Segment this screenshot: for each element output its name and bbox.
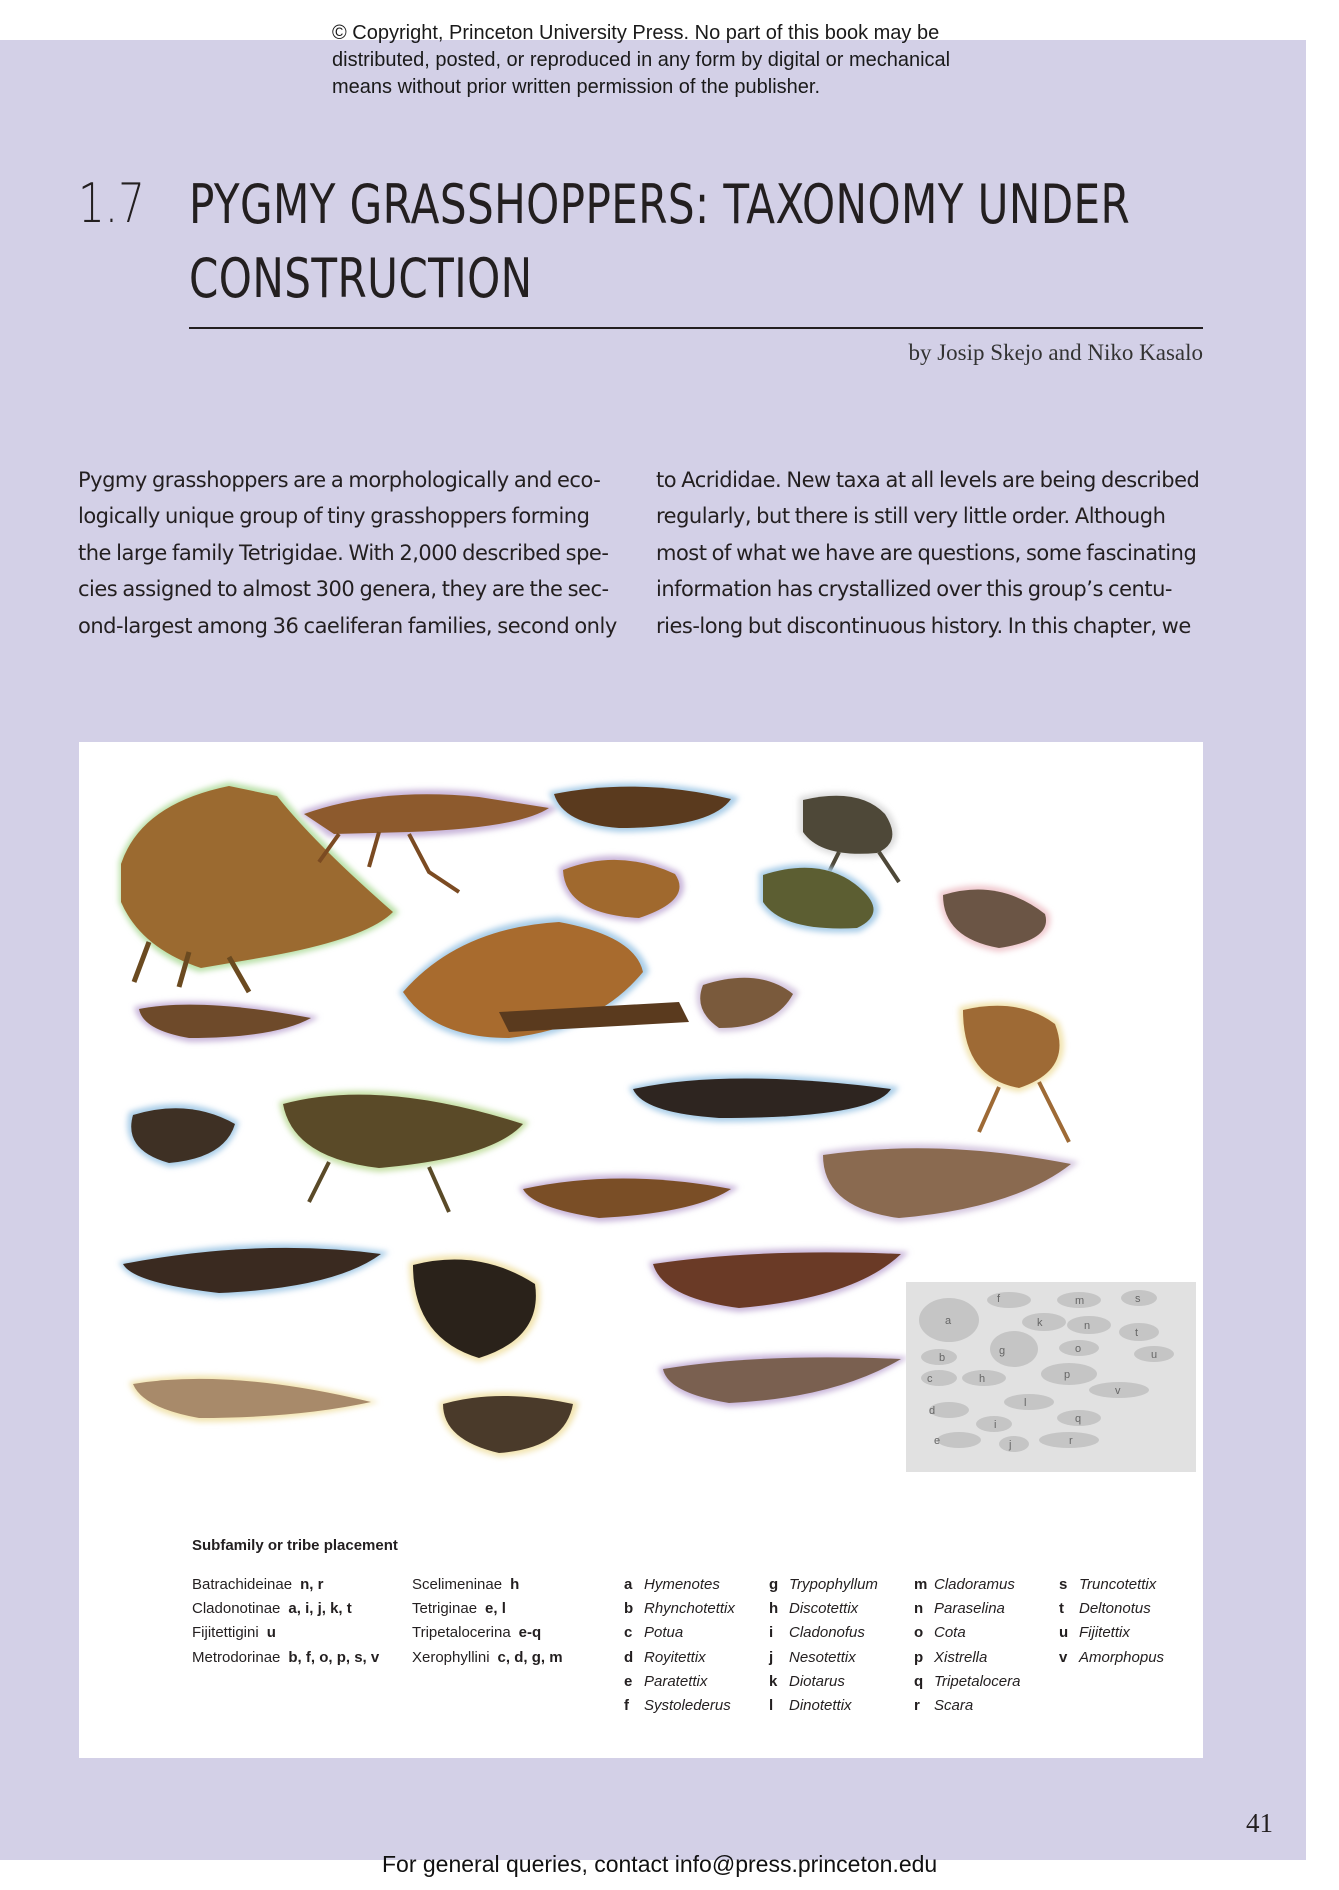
title-rule — [189, 327, 1203, 329]
specimen-scara-illustration — [409, 1255, 540, 1362]
placement-column-1 — [192, 1573, 379, 1670]
specimen-cladoramus-illustration — [279, 1091, 529, 1212]
body-line: logically unique group of tiny grasshoppers forming — [78, 504, 590, 529]
genus-row — [769, 1694, 878, 1718]
genus-letter: v — [1059, 1648, 1068, 1666]
specimen-key-panel — [906, 1282, 1196, 1472]
genus-name: Scara — [934, 1696, 974, 1714]
placement-row — [192, 1621, 379, 1645]
footer-contact: For general queries, contact info@press.princeton.edu — [382, 1851, 938, 1877]
genus-letter: b — [624, 1600, 634, 1618]
genus-name: Dinotettix — [789, 1696, 852, 1714]
genus-row — [1059, 1597, 1164, 1621]
genus-name: Diotarus — [789, 1672, 845, 1690]
key-letter: i — [994, 1419, 997, 1431]
copyright-line: © Copyright, Princeton University Press. No part of this book may be — [332, 22, 940, 44]
genus-row — [769, 1597, 878, 1621]
genus-row — [769, 1670, 878, 1694]
genus-row — [1059, 1573, 1164, 1597]
body-line: to Acrididae. New taxa at all levels are being described — [656, 468, 1200, 492]
genus-letter: h — [769, 1600, 779, 1618]
placement-row — [412, 1646, 563, 1670]
genus-letter: l — [769, 1696, 774, 1714]
key-letter: h — [979, 1373, 986, 1385]
genus-letter: m — [914, 1576, 928, 1593]
placement-name: Cladonotinae — [192, 1600, 281, 1618]
genus-name: Deltonotus — [1079, 1600, 1151, 1618]
key-letter: p — [1064, 1369, 1071, 1381]
genus-row — [914, 1694, 1020, 1718]
genus-name: Trypophyllum — [789, 1576, 878, 1593]
genus-row — [914, 1573, 1020, 1597]
specimen-trypophyllum-illustration — [939, 885, 1050, 952]
specimen-fijitettix-illustration — [439, 1392, 579, 1457]
genera-column-4 — [1059, 1573, 1164, 1670]
key-letter: f — [997, 1293, 1001, 1305]
body-line: regularly, but there is still very little order. Although — [656, 504, 1166, 529]
specimen-xistrella-illustration — [819, 1144, 1079, 1222]
genus-letter: o — [914, 1624, 924, 1642]
genus-letter: r — [914, 1696, 920, 1714]
genus-name: Truncotettix — [1079, 1576, 1157, 1593]
genus-name: Hymenotes — [644, 1576, 720, 1593]
genus-letter: c — [624, 1624, 633, 1642]
chapter-title-line: PYGMY GRASSHOPPERS: TAXONOMY UNDER — [189, 173, 1131, 236]
genus-row — [624, 1621, 735, 1645]
key-letter: b — [939, 1352, 946, 1364]
chapter-title — [189, 168, 1226, 316]
genus-name: Cota — [934, 1624, 966, 1642]
genus-row — [1059, 1621, 1164, 1645]
genus-letter: d — [624, 1648, 634, 1666]
body-column-2 — [656, 462, 1208, 644]
genus-row — [624, 1646, 735, 1670]
genus-row — [914, 1646, 1020, 1670]
byline: by Josip Skejo and Niko Kasalo — [908, 340, 1203, 365]
genus-row — [1059, 1646, 1164, 1670]
genus-row — [769, 1621, 878, 1645]
key-letter: k — [1037, 1317, 1043, 1329]
copyright-line: means without prior written permission of the publisher. — [332, 76, 821, 98]
genus-row — [624, 1597, 735, 1621]
genus-name: Tripetalocera — [934, 1672, 1021, 1690]
placement-row — [192, 1573, 379, 1597]
chapter-number: 1.7 — [78, 172, 145, 235]
genus-name: Potua — [644, 1624, 684, 1642]
key-letter: s — [1135, 1293, 1141, 1305]
genus-letter: g — [769, 1576, 779, 1593]
key-letter: u — [1151, 1349, 1158, 1361]
placement-name: Tripetalocerina — [412, 1624, 511, 1642]
body-line: most of what we have are questions, some fascinating — [656, 540, 1197, 565]
genus-letter: f — [624, 1696, 629, 1714]
body-line: the large family Tetrigidae. With 2,000 described spe- — [78, 540, 609, 565]
placement-letters: a, i, j, k, t — [288, 1600, 352, 1618]
genus-letter: i — [769, 1624, 774, 1642]
genus-letter: e — [624, 1672, 633, 1690]
body-line: information has crystallized over this group’s centu- — [656, 577, 1172, 602]
copyright-notice — [332, 20, 1052, 101]
genus-name: Fijitettix — [1079, 1624, 1130, 1642]
genus-letter: n — [914, 1600, 924, 1618]
genus-name: Cladonofus — [789, 1624, 865, 1642]
placement-row — [192, 1597, 379, 1621]
chapter-title-line: CONSTRUCTION — [189, 247, 533, 310]
placement-letters: e-q — [518, 1624, 542, 1642]
placement-name: Metrodorinae — [192, 1648, 281, 1666]
genus-row — [624, 1573, 735, 1597]
genus-row — [624, 1670, 735, 1694]
genus-name: Paratettix — [644, 1672, 708, 1690]
placement-letters: c, d, g, m — [497, 1648, 563, 1666]
placement-column-2 — [412, 1573, 563, 1670]
placement-name: Xerophyllini — [412, 1648, 490, 1666]
genus-name: Xistrella — [934, 1648, 988, 1666]
specimen-dinotettix-illustration — [127, 1104, 239, 1167]
page-number: 41 — [1246, 1808, 1273, 1838]
key-letter: e — [934, 1435, 941, 1447]
specimen-paratettix-illustration — [559, 856, 684, 922]
genus-letter: k — [769, 1672, 778, 1690]
body-line: ond-largest among 36 caeliferan families, second only — [78, 613, 617, 638]
key-letter: c — [927, 1373, 933, 1385]
specimen-diotarus-illustration — [959, 1002, 1069, 1142]
key-letter: v — [1115, 1385, 1121, 1397]
genus-letter: s — [1059, 1576, 1068, 1593]
placement-row — [412, 1621, 563, 1645]
key-letter: g — [999, 1345, 1006, 1357]
genera-column-2 — [769, 1573, 878, 1718]
genus-letter: u — [1059, 1624, 1069, 1642]
specimen-nesotettix-illustration — [697, 974, 800, 1032]
insect-specimens-illustration — [79, 742, 1203, 1502]
genus-name: Systolederus — [644, 1696, 731, 1714]
body-line: cies assigned to almost 300 genera, they are the sec- — [78, 577, 609, 602]
legend-heading: Subfamily or tribe placement — [192, 1537, 398, 1554]
key-letter: n — [1084, 1320, 1091, 1332]
specimen-paraselina-illustration — [629, 1075, 899, 1123]
body-line: Pygmy grasshoppers are a morphologically and eco- — [78, 468, 601, 492]
key-letter: d — [929, 1405, 936, 1417]
specimen-cladonofus-illustration — [134, 1001, 319, 1042]
genus-name: Rhynchotettix — [644, 1600, 735, 1618]
specimen-discotettix-illustration — [399, 917, 689, 1042]
genus-letter: t — [1059, 1600, 1064, 1618]
genus-name: Nesotettix — [789, 1648, 856, 1666]
key-letter: a — [945, 1315, 952, 1327]
genera-column-1 — [624, 1573, 735, 1718]
body-line: ries-long but discontinuous history. In this chapter, we — [656, 613, 1191, 638]
genus-row — [769, 1646, 878, 1670]
specimen-deltonotus-illustration — [129, 1375, 379, 1422]
genus-name: Amorphopus — [1079, 1648, 1165, 1666]
genus-row — [769, 1573, 878, 1597]
placement-letters: h — [510, 1576, 520, 1593]
genus-row — [914, 1670, 1020, 1694]
key-letter: j — [1009, 1439, 1012, 1451]
genus-letter: p — [914, 1648, 924, 1666]
placement-name: Batrachideinae — [192, 1576, 293, 1593]
placement-letters: u — [266, 1624, 276, 1642]
genus-name: Cladoramus — [934, 1576, 1015, 1593]
specimen-cota-illustration — [519, 1175, 739, 1223]
placement-row — [192, 1646, 379, 1670]
genus-name: Royitettix — [644, 1648, 706, 1666]
genus-row — [914, 1597, 1020, 1621]
placement-name: Fijitettigini — [192, 1624, 259, 1642]
genus-name: Discotettix — [789, 1600, 859, 1618]
key-letter: r — [1069, 1435, 1073, 1447]
placement-letters: n, r — [300, 1576, 324, 1593]
body-column-1 — [78, 462, 630, 644]
placement-name: Scelimeninae — [412, 1576, 503, 1593]
specimen-systolederus-illustration — [759, 864, 879, 933]
key-letter: l — [1024, 1397, 1027, 1409]
genus-row — [624, 1694, 735, 1718]
placement-name: Tetriginae — [412, 1600, 478, 1618]
placement-row — [412, 1573, 563, 1597]
specimen-tripetalocera-illustration — [119, 1244, 389, 1297]
placement-letters: e, l — [485, 1600, 506, 1618]
specimen-potua-illustration — [549, 783, 739, 832]
key-letter: o — [1075, 1343, 1082, 1355]
placement-letters: b, f, o, p, s, v — [288, 1648, 380, 1666]
key-letter: t — [1135, 1327, 1139, 1339]
genus-name: Paraselina — [934, 1600, 1005, 1618]
genus-row — [914, 1621, 1020, 1645]
genera-column-3 — [914, 1573, 1020, 1718]
specimen-truncotettix-illustration — [649, 1249, 909, 1312]
specimen-amorphopus-illustration — [659, 1354, 909, 1407]
placement-row — [412, 1597, 563, 1621]
genus-letter: a — [624, 1576, 633, 1593]
key-letter: q — [1075, 1413, 1082, 1425]
copyright-line: distributed, posted, or reproduced in any form by digital or mechanical — [332, 49, 951, 71]
genus-letter: q — [914, 1672, 924, 1690]
key-letter: m — [1075, 1295, 1085, 1307]
figure-panel — [79, 742, 1203, 1758]
genus-letter: j — [769, 1648, 774, 1666]
